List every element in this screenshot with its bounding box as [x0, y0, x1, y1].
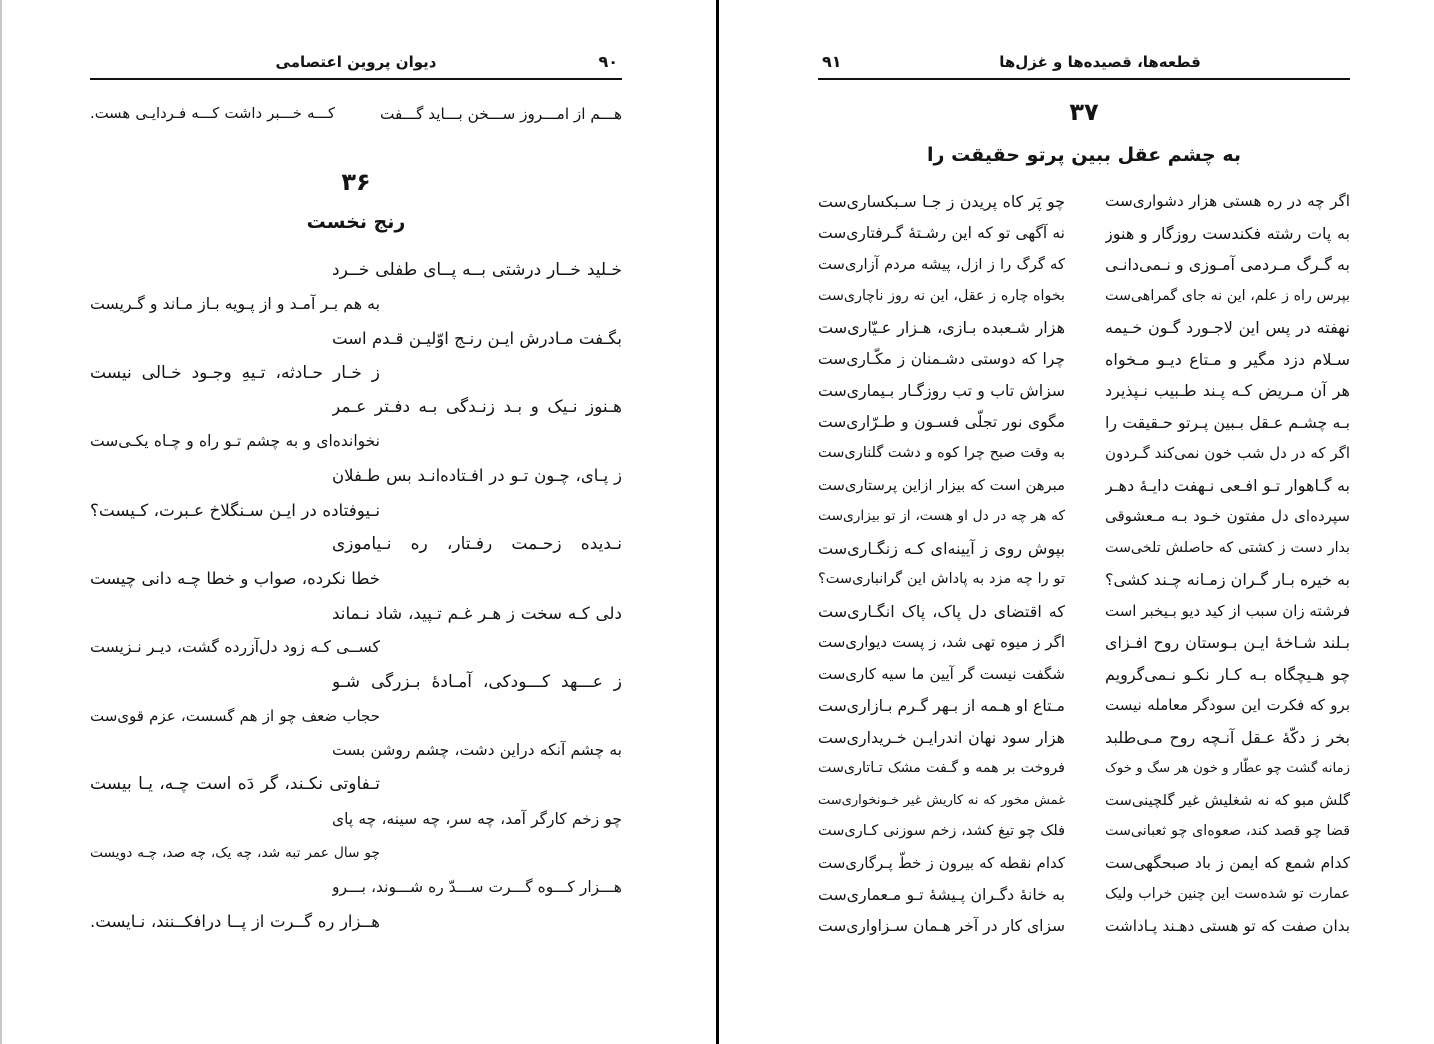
page-number: ۹۰	[598, 52, 618, 71]
hemistich-second: به هم بـر آمـد و از پـویه بـاز مـاند و گـریست	[90, 294, 380, 314]
hemistich-second: نخوانده‌ای و به چشم تـو راه و چـاه یکـی‌ست	[90, 432, 380, 451]
couplet	[818, 753, 1350, 785]
couplet	[818, 375, 1350, 407]
couplet	[818, 218, 1350, 250]
couplet	[818, 533, 1350, 565]
hemistich-second: به وقت صبح چرا کوه و دشت گلناری‌ست	[818, 445, 1065, 462]
couplet	[818, 501, 1350, 533]
hemistich-first: اگر که در دل شب خون نمی‌کند گـردون	[1105, 444, 1350, 463]
hemistich-first: عمارت تو شده‌ست این چنین خراب ولیک	[1105, 886, 1350, 903]
hemistich-second: فلک چو تیغ کشد، زخم سوزنی کـاری‌ست	[818, 823, 1065, 840]
hemistich-second: تو را چه مزد به پاداش این گرانباری‌ست؟	[818, 571, 1065, 588]
couplet	[818, 596, 1350, 628]
couplet	[818, 249, 1350, 281]
hemistich-first: زمانه گشت چو عطّار و خون هر سگ و خوک	[1105, 761, 1350, 777]
poem-body	[90, 253, 622, 939]
running-header	[818, 46, 1350, 80]
hemistich-second: شگفت نیست گر آیین ما سیه کاری‌ست	[818, 664, 1065, 683]
hemistich-second: هزار سود نهان اندرایـن خـریداری‌ست	[818, 727, 1065, 747]
hemistich-first: چو هـیچگاه بـه کـار نکـو نـمی‌گرویم	[1105, 664, 1350, 684]
couplet	[818, 722, 1350, 754]
hemistich-second: نـیوفتاده در ایـن سـنگلاخ عـبرت، کـیست؟	[90, 500, 380, 521]
couplet	[818, 470, 1350, 502]
couplet	[818, 344, 1350, 376]
hemistich-first: به پات رشته فکندست روزگار و هنوز	[1105, 223, 1350, 243]
hemistich-first: بـه چشـم عـقل بـبین پـرتو حـقیقت را	[1105, 412, 1350, 432]
hemistich-first: اگر چه در ره هستی هزار دشواری‌ست	[1105, 192, 1350, 210]
hemistich-second: تـفاوتی نکـند، گر دَه است چـه، یـا بیست	[90, 774, 380, 795]
hemistich-second: سزای کار در آخر هـمان سـزاواری‌ست	[818, 916, 1065, 935]
hemistich-second: ز خـار حـادثه، تـیهِ وجـود خـالی نیست	[90, 362, 380, 383]
hemistich-first: کدام شمع که ایمن ز باد صبحگهی‌ست	[1105, 853, 1350, 872]
hemistich-second: کدام نقطه که بیرون ز خطّ پـرگاری‌ست	[818, 853, 1065, 872]
hemistich-first: به گـاهوار تـو افـعی نـهفت دایـهٔ دهـر	[1105, 475, 1350, 495]
hemistich-second: چرا که دوستی دشـمنان ز مکّـاری‌ست	[818, 349, 1065, 368]
book-gutter	[716, 0, 719, 1044]
hemistich-second: نه آگهی تو که این رشـتهٔ گـرفتاری‌ست	[818, 223, 1065, 242]
hemistich-first: بگـفت مـادرش ایـن رنـج اوّلیـن قـدم است	[332, 328, 622, 348]
couplet	[818, 438, 1350, 470]
hemistich-second: کـــه خـــبر داشت کـــه فـردایـی هست.	[90, 105, 335, 122]
hemistich-first: بپرس راه ز علم، این نه جای گمراهی‌ست	[1105, 287, 1350, 304]
couplet	[818, 848, 1350, 880]
hemistich-first: سـلام دزد مگیر و مـتاع دیـو مـخواه	[1105, 349, 1350, 369]
hemistich-second: بپوش روی ز آیینه‌ای کـه زنگـاری‌ست	[818, 538, 1065, 558]
hemistich-second: چو پَر کاه پریدن ز جـا سـبکساری‌ست	[818, 192, 1065, 211]
page-number: ۹۱	[822, 52, 842, 71]
poem-title: به چشم عقل ببین پرتو حقیقت را	[927, 144, 1241, 166]
hemistich-first: سپرده‌ای دل مفتون خـود بـه مـعشوقی	[1105, 507, 1350, 526]
hemistich-second: که اقتضای دل پاک، پاک انگـاری‌ست	[818, 601, 1065, 621]
running-title: قطعه‌ها، قصیده‌ها و غزل‌ها	[999, 53, 1201, 71]
hemistich-second: حجاب ضعف چو از هم گسست، عزم قوی‌ست	[90, 706, 380, 725]
couplet	[818, 879, 1350, 911]
right-page	[720, 0, 1434, 1044]
couplet	[818, 690, 1350, 722]
hemistich-second: سزاش تاب و تب روزگـار بـیماری‌ست	[818, 381, 1065, 401]
couplet	[818, 911, 1350, 943]
hemistich-second: مبرهن است که بیزار ازاین پرستاری‌ست	[818, 476, 1065, 494]
poem-number: ۳۷	[1069, 98, 1099, 126]
couplet	[818, 281, 1350, 313]
poem-title: رنج نخست	[306, 211, 406, 233]
hemistich-first: هر آن مـریض کـه پـند طـبیب نـپذیرد	[1105, 381, 1350, 401]
hemistich-second: کســی کـه زود دل‌آزرده گشت، دیـر نـزیست	[90, 637, 380, 657]
hemistich-first: قضا چو قصد کند، صعوه‌ای چو ثعبانی‌ست	[1105, 823, 1350, 840]
hemistich-first: هـنوز نـیک و بـد زنـدگی بـه دفـتر عـمر	[332, 397, 622, 418]
hemistich-second: مگوی نور تجلّی فسـون و طـرّاری‌ست	[818, 412, 1065, 431]
couplet	[818, 627, 1350, 659]
poem-body	[818, 186, 1350, 942]
hemistich-first: چو زخم کارگر آمد، چه سر، چه سینه، چه پای	[332, 809, 622, 828]
hemistich-first: بدار دست ز کشتی که حاصلش تلخی‌ست	[1105, 539, 1350, 556]
hemistich-second: که هر چه در دل او هست، از تو بیزاری‌ست	[818, 508, 1065, 525]
hemistich-first: بـلند شـاخهٔ ایـن بـوستان روح افـزای	[1105, 633, 1350, 653]
couplet	[818, 816, 1350, 848]
hemistich-first: ز پـای، چـون تـو در افـتاده‌انـد بس طـفلان	[332, 465, 622, 485]
couplet	[818, 659, 1350, 691]
couplet	[818, 564, 1350, 596]
hemistich-first: به خیره بـار گـران زمـانه چـند کشی؟	[1105, 570, 1350, 590]
hemistich-second: بخواه چاره ز عقل، این نه روز ناچاری‌ست	[818, 287, 1065, 304]
poem-number: ۳۶	[341, 168, 371, 196]
running-header	[90, 46, 622, 80]
left-page	[0, 0, 716, 1044]
hemistich-first: ز عـــهد کـــودکی، آمـادهٔ بـزرگی شـو	[332, 671, 622, 692]
hemistich-first: به چشم آنکه دراین دشت، چشم روشن بست	[332, 741, 622, 760]
hemistich-second: مـتاع او هـمه از بـهر گـرم بـازاری‌ست	[818, 696, 1065, 716]
hemistich-first: برو که فکرت این سودگر معامله نیست	[1105, 696, 1350, 715]
running-title: دیوان پروین اعتصامی	[275, 53, 437, 71]
hemistich-first: گلش مبو که نه شغلیش غیر گلچینی‌ست	[1105, 791, 1350, 809]
hemistich-second: خطا نکرده، صواب و خطا چـه دانی چیست	[90, 568, 380, 588]
hemistich-first: نهفته در پس این لاجـورد گـون خـیمه	[1105, 318, 1350, 338]
hemistich-second: فروخت بر همه و گـفت مشک تـاتاری‌ست	[818, 760, 1065, 777]
hemistich-second: هــزار ره گــرت از پــا درافکــنند، نـایست.	[90, 911, 380, 931]
hemistich-first: بدان صفت که تو هستی دهـند پـاداشت	[1105, 916, 1350, 935]
hemistich-first: نـدیده زحـمت رفـتار، ره نـیاموزی	[332, 534, 622, 555]
hemistich-first: خـلید خــار درشتی بــه پــای طفلی خــرد	[332, 260, 622, 280]
hemistich-first: هـــزار کـــوه گـــرت ســـدّ ره شـــوند، بـــرو	[332, 878, 622, 897]
hemistich-second: هزار شـعبده بـازی، هـزار عـیّاری‌ست	[818, 318, 1065, 338]
hemistich-first: بخر ز دکّهٔ عـقل آنـچه روح مـی‌طلبد	[1105, 727, 1350, 747]
couplet	[818, 186, 1350, 218]
hemistich-second: اگر ز میوه تهی شد، ز پست دیواری‌ست	[818, 633, 1065, 652]
hemistich-first: هـــم از امـــروز ســـخن بـــاید گـــفت	[380, 105, 622, 123]
previous-poem-last-couplet	[90, 98, 622, 130]
hemistich-first: به گـرگ مـردمی آمـوزی و نـمی‌دانـی	[1105, 255, 1350, 275]
hemistich-second: به خانهٔ دگـران پـیشهٔ تـو مـعماری‌ست	[818, 885, 1065, 905]
couplet	[818, 312, 1350, 344]
hemistich-second: غمش مخور که نه کاریش غیر خـونخواری‌ست	[818, 792, 1065, 808]
couplet	[818, 785, 1350, 817]
hemistich-first: فرشته زان سبب از کید دیو بـیخبر است	[1105, 601, 1350, 620]
couplet	[818, 407, 1350, 439]
hemistich-first: دلی کـه سخت ز هـر غـم تـپید، شاد نـماند	[332, 602, 622, 623]
hemistich-second: که گرگ را ز ازل، پیشه مردم آزاری‌ست	[818, 256, 1065, 274]
hemistich-second: چو سال عمر تبه شد، چه یک، چه صد، چـه دویست	[90, 845, 380, 862]
